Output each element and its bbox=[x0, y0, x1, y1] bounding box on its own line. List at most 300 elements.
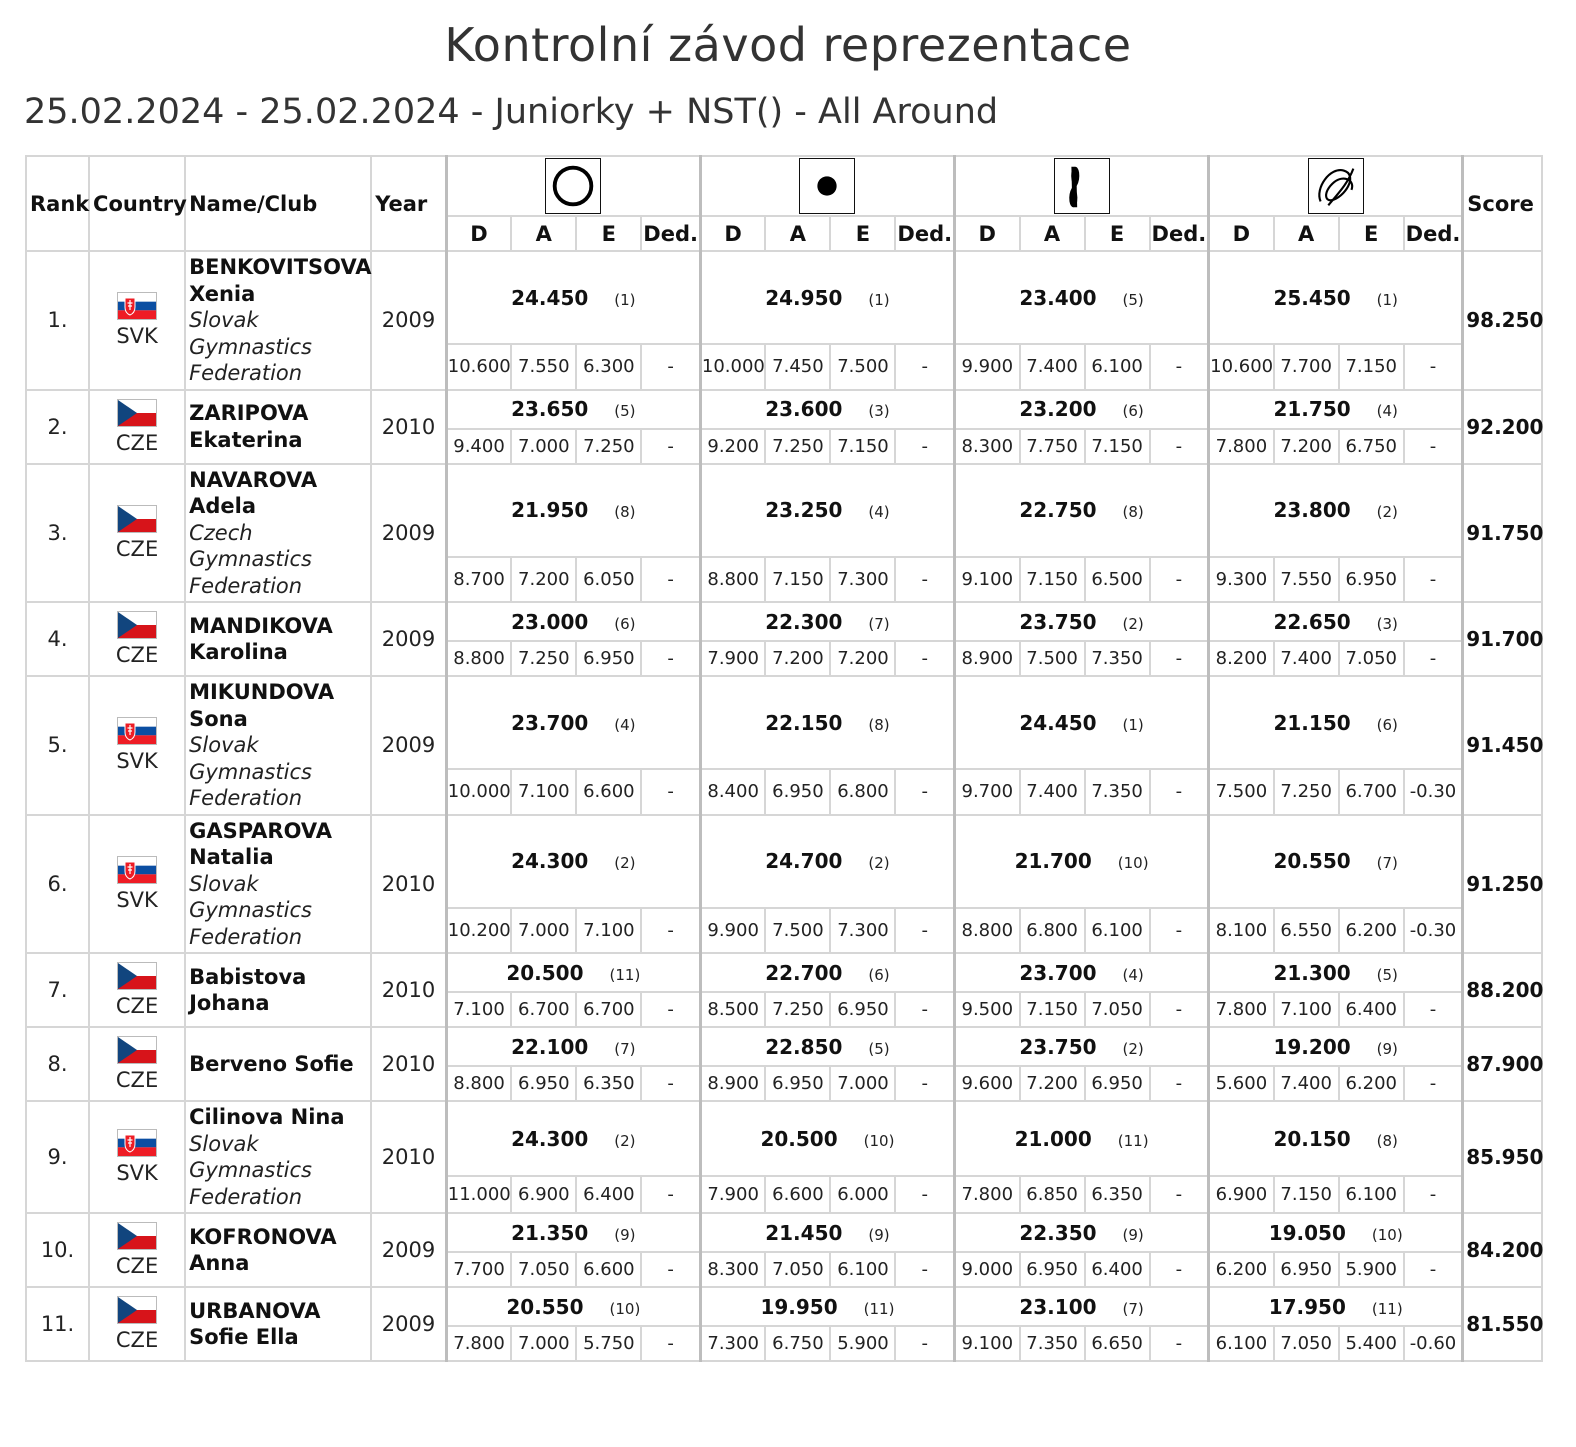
apparatus-total: 22.300 bbox=[765, 609, 843, 634]
apparatus-rank: (8) bbox=[614, 503, 636, 522]
year-cell: 2009 bbox=[371, 251, 446, 390]
apparatus-total: 24.300 bbox=[511, 1126, 589, 1151]
apparatus-total: 24.300 bbox=[511, 849, 589, 874]
score-ded-cell: - bbox=[895, 344, 954, 389]
country-code: CZE bbox=[115, 430, 159, 455]
apparatus-rank: (4) bbox=[1122, 965, 1144, 984]
apparatus-total: 21.300 bbox=[1273, 960, 1351, 985]
club-name: Slovak Gymnastics Federation bbox=[189, 733, 312, 810]
score-e-cell: 6.600 bbox=[576, 1252, 641, 1287]
name-club-cell bbox=[185, 1027, 371, 1101]
table-row bbox=[26, 815, 1542, 908]
score-d-cell: 10.200 bbox=[446, 908, 511, 953]
page-subtitle: 25.02.2024 - 25.02.2024 - Juniorky + NST() - All Around bbox=[24, 92, 999, 132]
score-e-cell: 6.000 bbox=[830, 1176, 895, 1213]
score-ded-cell: - bbox=[1404, 992, 1463, 1027]
score-ded-cell: - bbox=[641, 557, 700, 602]
apparatus-total: 23.400 bbox=[1019, 285, 1097, 310]
score-d-cell: 6.900 bbox=[1209, 1176, 1274, 1213]
name-club-cell bbox=[185, 464, 371, 603]
score-e-cell: 7.250 bbox=[576, 429, 641, 464]
score-e-cell: 7.350 bbox=[1085, 769, 1150, 814]
score-ded-cell: - bbox=[895, 992, 954, 1027]
apparatus-rank: (10) bbox=[863, 1131, 895, 1150]
score-a-cell: 6.950 bbox=[765, 769, 830, 814]
score-e-cell: 6.650 bbox=[1085, 1326, 1150, 1361]
final-score: 91.450 bbox=[1463, 676, 1542, 815]
rank-cell: 8. bbox=[26, 1027, 89, 1101]
apparatus-total-cell bbox=[700, 676, 954, 769]
table-row bbox=[26, 1287, 1542, 1326]
score-d-cell: 6.100 bbox=[1209, 1326, 1274, 1361]
year-header: Year bbox=[371, 156, 446, 251]
ribbon-icon bbox=[1308, 158, 1364, 214]
apparatus-total: 21.350 bbox=[511, 1220, 589, 1245]
score-d-cell: 8.300 bbox=[955, 429, 1020, 464]
apparatus-total: 23.700 bbox=[511, 710, 589, 735]
athlete-name: Cilinova Nina bbox=[189, 1105, 345, 1129]
apparatus-rank: (7) bbox=[1122, 1299, 1144, 1318]
apparatus-total-cell bbox=[446, 390, 700, 429]
score-e-cell: 6.600 bbox=[576, 769, 641, 814]
score-d-cell: 8.400 bbox=[700, 769, 765, 814]
rank-cell: 5. bbox=[26, 676, 89, 815]
score-a-cell: 6.800 bbox=[1020, 908, 1085, 953]
score-e-cell: 6.400 bbox=[1085, 1252, 1150, 1287]
score-e-cell: 6.050 bbox=[576, 557, 641, 602]
sub-header-e: E bbox=[1085, 216, 1150, 251]
apparatus-rank: (1) bbox=[614, 290, 636, 309]
score-ded-cell: - bbox=[641, 1252, 700, 1287]
sub-header-ded: Ded. bbox=[1404, 216, 1463, 251]
apparatus-total-cell bbox=[700, 1027, 954, 1066]
apparatus-total-cell bbox=[700, 1287, 954, 1326]
table-row bbox=[26, 390, 1542, 429]
score-ded-cell: - bbox=[1404, 344, 1463, 389]
apparatus-rank: (3) bbox=[1376, 614, 1398, 633]
apparatus-rank: (8) bbox=[868, 715, 890, 734]
czech-flag-icon bbox=[117, 962, 157, 990]
score-d-cell: 8.800 bbox=[955, 908, 1020, 953]
apparatus-total-cell bbox=[955, 1213, 1209, 1252]
score-a-cell: 7.050 bbox=[511, 1252, 576, 1287]
apparatus-rank: (6) bbox=[1122, 402, 1144, 420]
apparatus-total-cell bbox=[1209, 1101, 1463, 1176]
score-e-cell: 6.100 bbox=[1085, 908, 1150, 953]
score-d-cell: 10.000 bbox=[700, 344, 765, 389]
apparatus-total: 22.650 bbox=[1273, 609, 1351, 634]
score-a-cell: 7.450 bbox=[765, 344, 830, 389]
country-cell bbox=[89, 815, 185, 954]
score-d-cell: 8.200 bbox=[1209, 641, 1274, 676]
score-a-cell: 7.150 bbox=[1020, 992, 1085, 1027]
score-ded-cell: - bbox=[1404, 1176, 1463, 1213]
apparatus-total-cell bbox=[955, 1027, 1209, 1066]
country-cell bbox=[89, 1213, 185, 1287]
year-cell: 2010 bbox=[371, 1027, 446, 1101]
apparatus-rank: (8) bbox=[1122, 503, 1144, 522]
score-ded-cell: - bbox=[1150, 1326, 1209, 1361]
score-a-cell: 6.950 bbox=[1020, 1252, 1085, 1287]
score-e-cell: 7.150 bbox=[830, 429, 895, 464]
final-score: 91.250 bbox=[1463, 815, 1542, 954]
score-d-cell: 7.900 bbox=[700, 641, 765, 676]
rank-cell: 11. bbox=[26, 1287, 89, 1361]
country-cell bbox=[89, 251, 185, 390]
score-ded-cell: - bbox=[1150, 557, 1209, 602]
score-e-cell: 6.950 bbox=[1339, 557, 1404, 602]
score-e-cell: 5.900 bbox=[1339, 1252, 1404, 1287]
score-a-cell: 7.250 bbox=[511, 641, 576, 676]
apparatus-total-cell bbox=[1209, 1287, 1463, 1326]
score-ded-cell: - bbox=[641, 1066, 700, 1101]
apparatus-rank: (11) bbox=[863, 1299, 895, 1318]
score-e-cell: 6.700 bbox=[576, 992, 641, 1027]
final-score: 87.900 bbox=[1463, 1027, 1542, 1101]
athlete-name: KOFRONOVA Anna bbox=[189, 1224, 337, 1275]
club-name: Slovak Gymnastics Federation bbox=[189, 1131, 312, 1209]
score-d-cell: 9.500 bbox=[955, 992, 1020, 1027]
score-ded-cell: - bbox=[895, 1252, 954, 1287]
name-club-cell bbox=[185, 251, 371, 390]
table-row bbox=[26, 1101, 1542, 1176]
score-a-cell: 7.550 bbox=[511, 344, 576, 389]
table-row bbox=[26, 464, 1542, 557]
score-a-cell: 7.750 bbox=[1020, 429, 1085, 464]
apparatus-rank: (7) bbox=[868, 614, 890, 633]
rank-cell: 2. bbox=[26, 390, 89, 464]
score-a-cell: 6.850 bbox=[1020, 1176, 1085, 1213]
apparatus-total-cell bbox=[1209, 1213, 1463, 1252]
score-ded-cell: - bbox=[1150, 1176, 1209, 1213]
score-ded-cell: - bbox=[895, 557, 954, 602]
apparatus-total-cell bbox=[700, 602, 954, 641]
country-code: SVK bbox=[116, 324, 158, 349]
apparatus-total-cell bbox=[955, 953, 1209, 992]
apparatus-total: 20.150 bbox=[1273, 1126, 1351, 1151]
score-d-cell: 9.100 bbox=[955, 1326, 1020, 1361]
table-row bbox=[26, 602, 1542, 641]
name-club-cell bbox=[185, 676, 371, 815]
apparatus-total-cell bbox=[446, 676, 700, 769]
score-a-cell: 7.150 bbox=[765, 557, 830, 602]
score-e-cell: 6.500 bbox=[1085, 557, 1150, 602]
score-ded-cell: -0.30 bbox=[1404, 769, 1463, 814]
rank-cell: 1. bbox=[26, 251, 89, 390]
score-header: Score bbox=[1463, 156, 1542, 251]
apparatus-total-cell bbox=[1209, 251, 1463, 344]
table-row bbox=[26, 1027, 1542, 1066]
czech-flag-icon bbox=[117, 1222, 157, 1250]
sub-header-a: A bbox=[765, 216, 830, 251]
apparatus-total-cell bbox=[955, 251, 1209, 344]
score-e-cell: 7.300 bbox=[830, 908, 895, 953]
apparatus-total: 19.200 bbox=[1273, 1034, 1351, 1059]
score-ded-cell: - bbox=[1404, 1252, 1463, 1287]
score-ded-cell: - bbox=[641, 908, 700, 953]
apparatus-total-cell bbox=[1209, 953, 1463, 992]
score-d-cell: 8.100 bbox=[1209, 908, 1274, 953]
czech-flag-icon bbox=[117, 1036, 157, 1064]
score-e-cell: 6.100 bbox=[1085, 344, 1150, 389]
apparatus-rank: (5) bbox=[614, 402, 636, 420]
apparatus-rank: (11) bbox=[1371, 1299, 1403, 1318]
score-a-cell: 6.900 bbox=[511, 1176, 576, 1213]
score-a-cell: 6.750 bbox=[765, 1326, 830, 1361]
sub-header-ded: Ded. bbox=[641, 216, 700, 251]
score-ded-cell: - bbox=[1150, 344, 1209, 389]
apparatus-total-cell bbox=[700, 1213, 954, 1252]
score-ded-cell: - bbox=[641, 641, 700, 676]
score-e-cell: 6.200 bbox=[1339, 908, 1404, 953]
score-d-cell: 7.100 bbox=[446, 992, 511, 1027]
score-a-cell: 7.150 bbox=[1274, 1176, 1339, 1213]
apparatus-total-cell bbox=[1209, 1027, 1463, 1066]
apparatus-total: 24.450 bbox=[1019, 710, 1097, 735]
apparatus-rank: (9) bbox=[1122, 1225, 1144, 1244]
athlete-name: GASPAROVA Natalia bbox=[189, 818, 332, 869]
score-ded-cell: - bbox=[641, 1176, 700, 1213]
name-club-header: Name/Club bbox=[185, 156, 371, 251]
score-e-cell: 6.100 bbox=[830, 1252, 895, 1287]
apparatus-rank: (2) bbox=[1122, 614, 1144, 633]
score-d-cell: 7.300 bbox=[700, 1326, 765, 1361]
score-a-cell: 7.000 bbox=[511, 1326, 576, 1361]
year-cell: 2010 bbox=[371, 815, 446, 954]
apparatus-total: 23.700 bbox=[1019, 960, 1097, 985]
score-d-cell: 7.800 bbox=[1209, 429, 1274, 464]
table-row bbox=[26, 251, 1542, 344]
year-cell: 2009 bbox=[371, 464, 446, 603]
year-cell: 2009 bbox=[371, 676, 446, 815]
apparatus-rank: (2) bbox=[614, 1131, 636, 1150]
apparatus-rank: (2) bbox=[614, 854, 636, 873]
country-code: CZE bbox=[115, 536, 159, 561]
slovakia-flag-icon bbox=[117, 717, 157, 745]
score-a-cell: 7.150 bbox=[1020, 557, 1085, 602]
score-d-cell: 10.000 bbox=[446, 769, 511, 814]
score-ded-cell: -0.30 bbox=[1404, 908, 1463, 953]
score-a-cell: 7.700 bbox=[1274, 344, 1339, 389]
apparatus-rank: (5) bbox=[868, 1039, 890, 1058]
apparatus-total-cell bbox=[446, 251, 700, 344]
athlete-name: NAVAROVA Adela bbox=[189, 467, 318, 518]
score-a-cell: 7.050 bbox=[1274, 1326, 1339, 1361]
apparatus-total: 23.100 bbox=[1019, 1294, 1097, 1319]
rank-cell: 4. bbox=[26, 602, 89, 676]
rank-header: Rank bbox=[26, 156, 89, 251]
apparatus-rank: (7) bbox=[1376, 854, 1398, 873]
score-e-cell: 6.700 bbox=[1339, 769, 1404, 814]
score-e-cell: 5.750 bbox=[576, 1326, 641, 1361]
country-cell bbox=[89, 1101, 185, 1213]
sub-header-a: A bbox=[1274, 216, 1339, 251]
apparatus-total-cell bbox=[955, 676, 1209, 769]
ball-header bbox=[700, 156, 954, 216]
apparatus-total: 24.450 bbox=[511, 285, 589, 310]
country-code: SVK bbox=[116, 1161, 158, 1185]
apparatus-total: 22.100 bbox=[511, 1034, 589, 1059]
apparatus-total-cell bbox=[446, 815, 700, 908]
apparatus-rank: (4) bbox=[1376, 402, 1398, 420]
apparatus-rank: (1) bbox=[1122, 715, 1144, 734]
slovakia-flag-icon bbox=[117, 1129, 157, 1157]
apparatus-total: 20.500 bbox=[506, 960, 584, 985]
country-code: CZE bbox=[115, 1068, 159, 1092]
score-d-cell: 10.600 bbox=[1209, 344, 1274, 389]
final-score: 91.700 bbox=[1463, 602, 1542, 676]
apparatus-total: 22.350 bbox=[1019, 1220, 1097, 1245]
name-club-cell bbox=[185, 1213, 371, 1287]
score-d-cell: 8.800 bbox=[446, 641, 511, 676]
country-code: SVK bbox=[116, 887, 158, 912]
score-e-cell: 7.150 bbox=[1339, 344, 1404, 389]
apparatus-rank: (2) bbox=[1376, 503, 1398, 522]
score-a-cell: 7.500 bbox=[1020, 641, 1085, 676]
score-e-cell: 7.050 bbox=[1085, 992, 1150, 1027]
score-a-cell: 7.000 bbox=[511, 908, 576, 953]
country-code: CZE bbox=[115, 1328, 159, 1352]
score-ded-cell: - bbox=[1150, 769, 1209, 814]
score-a-cell: 7.400 bbox=[1274, 641, 1339, 676]
final-score: 88.200 bbox=[1463, 953, 1542, 1027]
score-d-cell: 10.600 bbox=[446, 344, 511, 389]
apparatus-total-cell bbox=[955, 464, 1209, 557]
apparatus-total: 22.700 bbox=[765, 960, 843, 985]
sub-header-e: E bbox=[1339, 216, 1404, 251]
ribbon-header bbox=[1209, 156, 1463, 216]
apparatus-total: 21.450 bbox=[765, 1220, 843, 1245]
score-d-cell: 8.300 bbox=[700, 1252, 765, 1287]
score-e-cell: 7.050 bbox=[1339, 641, 1404, 676]
score-ded-cell: - bbox=[1150, 429, 1209, 464]
score-ded-cell: - bbox=[895, 429, 954, 464]
year-cell: 2010 bbox=[371, 1101, 446, 1213]
score-e-cell: 6.400 bbox=[576, 1176, 641, 1213]
sub-header-d: D bbox=[700, 216, 765, 251]
score-d-cell: 9.900 bbox=[955, 344, 1020, 389]
club-name: Slovak Gymnastics Federation bbox=[189, 308, 312, 385]
score-d-cell: 5.600 bbox=[1209, 1066, 1274, 1101]
apparatus-total: 23.650 bbox=[511, 397, 589, 421]
score-a-cell: 7.250 bbox=[765, 429, 830, 464]
apparatus-total: 20.550 bbox=[506, 1294, 584, 1319]
score-ded-cell: - bbox=[641, 344, 700, 389]
score-d-cell: 7.500 bbox=[1209, 769, 1274, 814]
apparatus-rank: (11) bbox=[609, 965, 641, 984]
page-title: Kontrolní závod reprezentace bbox=[444, 18, 1132, 72]
score-ded-cell: - bbox=[641, 769, 700, 814]
athlete-name: MANDIKOVA Karolina bbox=[189, 613, 333, 664]
country-code: CZE bbox=[115, 643, 159, 667]
country-cell bbox=[89, 464, 185, 603]
apparatus-rank: (4) bbox=[614, 715, 636, 734]
score-a-cell: 7.250 bbox=[1274, 769, 1339, 814]
apparatus-rank: (6) bbox=[1376, 715, 1398, 734]
athlete-name: Berveno Sofie bbox=[189, 1051, 354, 1076]
score-e-cell: 7.350 bbox=[1085, 641, 1150, 676]
name-club-cell bbox=[185, 1101, 371, 1213]
czech-flag-icon bbox=[117, 611, 157, 639]
score-a-cell: 7.250 bbox=[765, 992, 830, 1027]
apparatus-total-cell bbox=[955, 815, 1209, 908]
sub-header-ded: Ded. bbox=[895, 216, 954, 251]
score-a-cell: 6.950 bbox=[765, 1066, 830, 1101]
apparatus-total: 19.050 bbox=[1268, 1220, 1346, 1245]
czech-flag-icon bbox=[117, 399, 157, 427]
rank-cell: 10. bbox=[26, 1213, 89, 1287]
score-d-cell: 9.000 bbox=[955, 1252, 1020, 1287]
score-e-cell: 6.950 bbox=[830, 992, 895, 1027]
score-d-cell: 7.800 bbox=[955, 1176, 1020, 1213]
score-a-cell: 7.400 bbox=[1020, 344, 1085, 389]
score-e-cell: 7.200 bbox=[830, 641, 895, 676]
apparatus-rank: (6) bbox=[868, 965, 890, 984]
score-d-cell: 8.500 bbox=[700, 992, 765, 1027]
apparatus-total-cell bbox=[955, 1101, 1209, 1176]
score-ded-cell: - bbox=[1150, 908, 1209, 953]
score-ded-cell: - bbox=[895, 641, 954, 676]
apparatus-total: 23.600 bbox=[765, 397, 843, 421]
year-cell: 2010 bbox=[371, 953, 446, 1027]
final-score: 84.200 bbox=[1463, 1213, 1542, 1287]
ball-icon bbox=[799, 158, 855, 214]
slovakia-flag-icon bbox=[117, 856, 157, 884]
score-e-cell: 7.500 bbox=[830, 344, 895, 389]
score-e-cell: 7.300 bbox=[830, 557, 895, 602]
athlete-name: ZARIPOVA Ekaterina bbox=[189, 401, 309, 452]
apparatus-total: 20.500 bbox=[760, 1126, 838, 1151]
country-cell bbox=[89, 953, 185, 1027]
score-e-cell: 7.100 bbox=[576, 908, 641, 953]
apparatus-rank: (1) bbox=[868, 290, 890, 309]
table-row bbox=[26, 676, 1542, 769]
apparatus-total-cell bbox=[446, 1213, 700, 1252]
score-ded-cell: - bbox=[895, 908, 954, 953]
apparatus-total: 23.750 bbox=[1019, 609, 1097, 634]
apparatus-rank: (4) bbox=[868, 503, 890, 522]
score-a-cell: 7.550 bbox=[1274, 557, 1339, 602]
athlete-name: MIKUNDOVA Sona bbox=[189, 680, 335, 731]
clubs-icon bbox=[1054, 158, 1110, 214]
sub-header-ded: Ded. bbox=[1150, 216, 1209, 251]
score-e-cell: 5.900 bbox=[830, 1326, 895, 1361]
apparatus-total: 23.250 bbox=[765, 498, 843, 523]
score-ded-cell: - bbox=[895, 1176, 954, 1213]
score-a-cell: 7.100 bbox=[1274, 992, 1339, 1027]
score-e-cell: 6.750 bbox=[1339, 429, 1404, 464]
score-e-cell: 6.100 bbox=[1339, 1176, 1404, 1213]
apparatus-total-cell bbox=[446, 464, 700, 557]
apparatus-rank: (10) bbox=[609, 1299, 641, 1318]
final-score: 81.550 bbox=[1463, 1287, 1542, 1361]
apparatus-total-cell bbox=[955, 602, 1209, 641]
apparatus-total: 21.750 bbox=[1273, 397, 1351, 421]
apparatus-total-cell bbox=[700, 464, 954, 557]
score-e-cell: 6.950 bbox=[1085, 1066, 1150, 1101]
apparatus-rank: (5) bbox=[1122, 290, 1144, 309]
country-cell bbox=[89, 602, 185, 676]
apparatus-rank: (5) bbox=[1376, 965, 1398, 984]
results-table bbox=[25, 155, 1543, 1362]
apparatus-total: 23.200 bbox=[1019, 397, 1097, 421]
final-score: 85.950 bbox=[1463, 1101, 1542, 1213]
apparatus-total: 21.150 bbox=[1273, 710, 1351, 735]
athlete-name: Babistova Johana bbox=[189, 964, 307, 1015]
score-a-cell: 6.950 bbox=[511, 1066, 576, 1101]
apparatus-rank: (10) bbox=[1117, 854, 1149, 873]
year-cell: 2009 bbox=[371, 1213, 446, 1287]
